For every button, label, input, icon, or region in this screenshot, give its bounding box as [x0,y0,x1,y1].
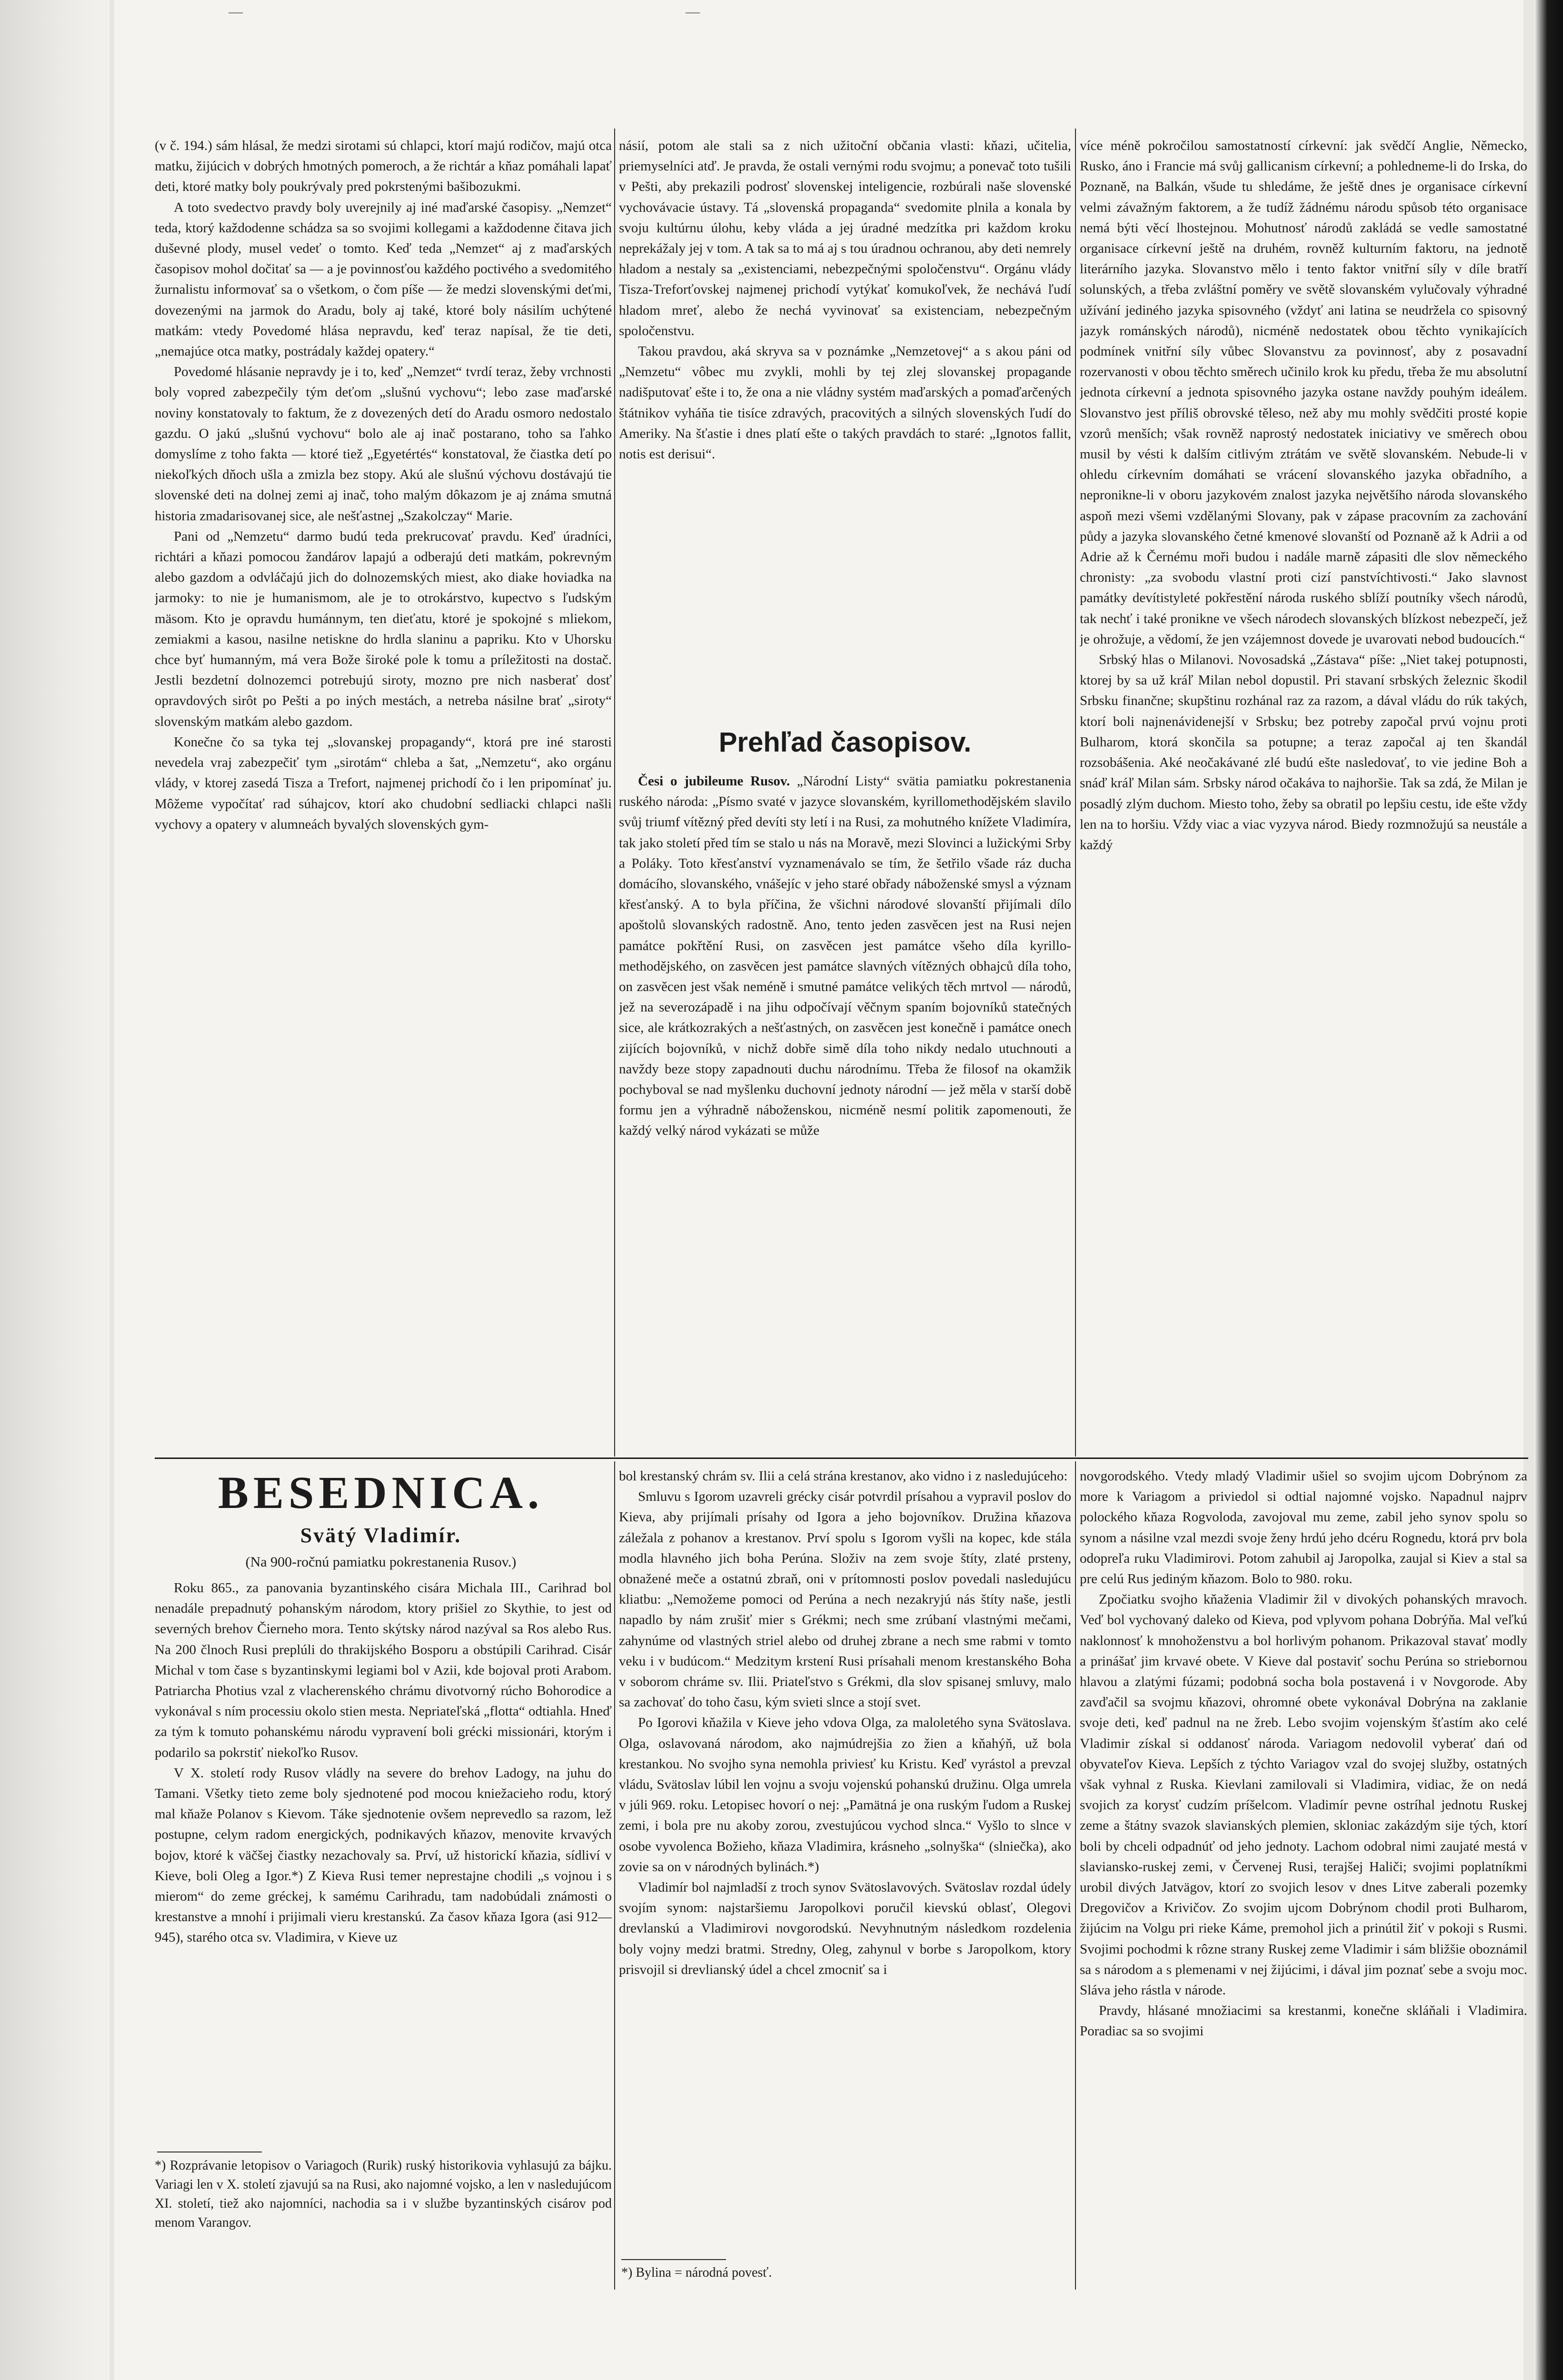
bottom-column-1 [155,1578,612,2149]
paragraph: více méně pokročilou samostatností církevní: jak svědčí Anglie, Německo, Rusko, áno i Francie má svůj gallicanism církevní; a pohledneme-li do Irska, do Poznaně, na Balkán, všude tu shledáme, že ještě dnes je organisace církevní velmi závažným faktorem, a že tudíž žádnému národu spůsob této organisace nemá býti věcí lhostejnou. Mohutnosť národů zakládá se vedle samostatné organisace církevní ještě na druhém, rovněž kulturním faktoru, na jednotě literárního jazyka. Slovanstvo mělo i tento faktor vnitřní síly v díle bratří solunských, a třeba zvláštní poměry ve světě slovanském vylučovaly výhradné užívání jediného jazyka spisovného (vždyť ani latina se neudržela co spisovný jazyk románských národů), nicméně nedostatek obou těchto vynikajících podmínek vnitřní síly vůbec Slovanstvu za povinnosť, aby z posavadní rozervanosti v obou těchto směrech učinilo krok ku předu, třeba že mu absolutní jednota církevní a jednota spisovného jazyka ostane navždy pouhým ideálem. Slovanstvo jest příliš obrovské těleso, než aby mu mohly svědčiti prosté kopie vzorů menších; však rovněž naprostý nedostatek iniciativy ve směrech obou musil by vésti k dalším citlivým ztrátám ve světě slovanském. Nebude-li v ohledu církevním domáhati se vrácení slovanského jazyka obřadního, a nepronikne-li v oboru jazykovém znalost jazyka největšího národa slovanského aspoň mezi všemi vzdělanými Slovany, pak v zápase pracovním za zachování půdy a jazyka slovanského četné kmenové slovanští od Poznaně až k Adrii a od Adrie až k Černému moři budou i nadále marně zápasiti dle slov německého chronisty: „za svobodu vlastní proti cizí panstvíchtivosti.“ Jakо slavnost památky devítistyleté pokřestění národa ruského sblíží poutníky všech národů, tak nechť i také proniknе ve všech národech slovanských blízkost nebezpečí, jež je ohrožuje, a vědomí, že jen vzájemnost dovede je uvarovati nebod budoucích.“ [1080,138,1527,647]
paragraph: V X. století rody Rusov vládly na severe do brehov Ladogy, na juhu do Tamani. Všetky tieto zeme boly sjednotené pod mocou kniežacieho rodu, ktorý mal kňaže Polanov s Kievom. Táke sjednotenie ovšem neprevedlo sa razom, lež postupne, celym radom energických, podnikavých kňazov, menovite krvavých bojov, ktoré k väčšej čiastky nezachovaly sa. Prví, už historickí kňazia, sídliví v Kieve, boli Oleg a Igor.*) Z Kieva Rusi temer neprestajne chodili „s vojnou i s mierom“ do zeme gréckej, k samému Carihradu, tam nadobúdali známosti o krestanstve a mnohí i prijimali vieru krestanskú. Za časov kňaza Igora (asi 912—945), starého otca sv. Vladimira, v Kieve uz [155,1765,612,1945]
paragraph: bol krestanský chrám sv. Ilii a celá strána krestanov, ako vidno i z nasledujúceho: [619,1468,1068,1484]
article-lead: Česi o jubileume Rusov. [638,774,790,789]
top-column-3 [1080,136,1527,1454]
section-heading-prehlad: Prehľad časopisov. [718,727,972,758]
paragraph: násií, potom ale stali sa z nich užitoční občania vlasti: kňazi, učitelia, priemyselníci atď. Je pravda, že ostali vernými rodu svojmu; a ponevač toto tušili v Pešti, aby prekazili podrosť slovenskej inteligencie, rozbúrali naše slovenské vychovávacie ústavy. Tá „slovenská propaganda“ svedomite plnila a konala by svoju kultúrnu úlohu, keby vláda a jej úradné medzítka pri každom kroku neprekážaly jej v tom. A tak sa to má aj s tou úradnou ochranou, aby deti nemrely hladom a nestaly sa „existenciami, nebezpečnými spoločenstvu“. Orgánu vlády Tisza-Treforťovskej najmenej prichodí vytýkať komukoľvek, že nechává ľudí hladom mreť, alebo že nechá vyvinovať sa existenciam, nebezpečným spoločenstvu. [619,138,1071,338]
bottom-column-3 [1080,1466,1527,2290]
top-column-1 [155,136,612,1454]
paragraph: (v č. 194.) sám hlásal, že medzi sirotami sú chlapci, ktorí majú rodičov, majú otca matku, žijúcich v dobrých hmotných pomeroch, a že richtár a kňaz pomáhali lapať deti, ktoré matky boly poukrývaly pred pokrstenými bašibozukmi. [155,138,612,195]
paragraph: Smluvu s Igorom uzavreli grécky cisár potvrdil prísahou a vypravil poslov do Kieva, aby prijímali prísahy od Igora a jeho bojovníkov. Družina kňazova záležala z pohanov a krestanov. Prví spolu s Igorom vyšli na kopec, kde stála modla hlavného jich boha Perúna. Složiv na zem svoje štíty, zlaté prsteny, obnažené meče a ostatnú zbraň, oni v prítomnosti poslov povedali nasledujúcu kliatbu: „Nemožeme pomoci od Perúna a nech nezakryjú nás štíty naše, jestli napadlo by nám zrušiť mier s Grékmi; nech sme zrúbaní vlastnými mečami, zahynúme od vlastných striel alebo od druhej zbrane a nech sme rabmi v tomto veku i v budúcom.“ Medzitym krstení Rusi prísahali menom krestanského Boha v soborom chráme sv. Ilii. Priateľstvo s Grékmi, dla slov spisanej smluvy, malo sa zachovať do toho času, kým svieti slnce a stojí svet. [619,1489,1071,1710]
scan-margin-right [1534,0,1563,2380]
paragraph: Konečne čo sa tyka tej „slovanskej propagandy“, ktorá pre iné starosti nevedela vraj zabezpečiť tym „sirotám“ chleba a šat, „Nemzetu“, ako orgánu vlády, v ktorej zasedá Tisza a Trefort, najmenej prichodí čo i len pripomínať ju. Môžeme vypočítať rad súhajcov, ktorí ako chudobní sedliacki chlapci našli vychovy a opatery v alumneách byvalých slovenských gym- [155,734,612,832]
paragraph: Pani od „Nemzetu“ darmo budú teda prekrucovať pravdu. Keď úradníci, richtári a kňazi pomocou žandárov lapajú a odberajú deti matkám, pokrevným alebo gazdom a odvláčajú jich do dolnozemských miest, ako diake hoviadka na jarmoky: to nie je humanismom, ale je to otrokárstvo, kupectvo s ľudským mäsom. Kto je opravdu humánnym, ten dieťatu, ktoré je spokojné s mliekom, zemiakmi a kasou, nasilne netiskne do hrdla slaninu a papriku. Kto v Uhorsku chce byť humanným, má vera Bože široké pole k tomu a príležitosti na dostač. Jestli bezdetní dolnozemci potrebujú siroty, mozno pre nich nasberať dosť opravdových sirôt po Pešti a po iných mestách, a netreba násilne brať „siroty“ slovenským matkám alebo gazdom. [155,528,612,729]
paragraph: Povedomé hlásanie nepravdy je i to, keď „Nemzet“ tvrdí teraz, žeby vrchnosti boly vopred zabezpečily tým deťom „slušnú vychovu“; lebo zase maďarské noviny konstatovaly to faktum, že z dovezených detí do Aradu osmoro nedostalo gazdu. O jakú „slušnú vychovu“ bolo ale aj inač postarano, toho sa ľahko domyslíme z toho fakta — ktoré tiež „Egyetértés“ konstatoval, že čiastka detí po niekoľkých dňoch ušla a zmizla bez stopy. Akú ale slušnú výchovu dostávajú tie slovenské deti na dolnej zemi aj inač, toho malým dôkazom je aj známa smutná historia zmadarisovanej sice, ale nešťastnej „Szakolczay“ Marie. [155,364,612,524]
column-rule [614,129,615,1457]
paragraph: „Národní Listy“ svätia pamiatku pokrestanenia ruského národa: „Písmo svaté v jazyce slovanském, kyrillomethodějském slavilo svůj triumf vítězný před devíti sty letí i na Rusi, za mohutného knížete Vladimíra, tak jako století před tím se stalo u nás na Moravě, mezi Slovinci a lužickými Srby a Poláky. Toto křesťanství vyznamenávalo se tím, že šetřilo všade ráz ducha domácího, slovanského, vnášejíc v jeho staré obřady náboženské smysl a význam křesťanský. A to byla příčina, že všichni národové slovanští přijímali dílo apoštolů slovanských radostně. Ano, tento jeden zasvěcen jest na Rusi nejen památce pokřtění Rusi, on zasvěcen jest památce všeho díla kyrillo-methodějského, on zasvěcen jest památce slavných vítězných obhajců díla toho, on zasvěcen jest však neméně i smutné památce velikých těch mrtvol — národů, jež na severozápadě i na jihu odpočívají věčnym spaním bojovníků statečných sice, ale krátkozrakých a nešťastných, on zasvěcen jest konečně i památce onech zijících bojovníků, v nichž dobře simě díla toho nikdy nedalo utuchnouti a navždy beze stopy zapadnouti duchu národnímu. Třeba že filosof na okamžik pochyboval se nad myšlenku duchovní jednoty národní — jež měla v starší době formu jen a výhradně náboženskou, nicméně nesmí politik zapomenouti, že každý velký národ vykázati se může [619,774,1071,1139]
section-divider [155,1458,1528,1459]
paragraph: Po Igorovi kňažila v Kieve jeho vdova Olga, za maloletého syna Svätoslava. Olga, oslavovaná národom, ako najmúdrejšia zo žien a kňahýň, už bola krestankou. No svojho syna nemohla priviesť ku Kristu. Keď vyrástol a prevzal vládu, Svätoslav lúbil len vojnu a svoju vojenskú pohanskú družinu. Olga umrela v júli 969. roku. Letopisec hovorí o nej: „Pamätná je ona ruským ľudom a Ruskej zemi, i bola pre nu akoby zorou, zvestujúcou vychod slnca.“ Vyšlo to slnce v osobe vyvolenca Božieho, kňaza Vladimira, krásneho „solnyška“ (slniečka), ako zovie sa on v národných bylinách.*) [619,1715,1071,1874]
paragraph: Pravdy, hlásané množiacimi sa krestanmi, konečne skláňali i Vladimira. Poradiac sa so svojimi [1080,2003,1527,2039]
paragraph: Srbský hlas o Milanovi. Novosadská „Zástava“ píše: „Niet takej potupnosti, ktorej by sa už kráľ Milan nebol dopustil. Pri stavaní srbských železnic škodil Srbsku finančne; skupštinu rozhánal raz za razom, a dával vládu do rúk takých, ktorí boli najnenávidenejší v Srbsku; bez potreby započal prvú vojnu proti Bulharom, ktorá skončila sa potupne; a teraz započal aj ten škandál rozsobášenia. Aké neočakávané zlé budú ešte nasledovať, to vie jedine Boh a snáď kráľ Milan sám. Srbsky národ očakáva to najhoršie. Tak sa zdá, že Milan je posadlý zlým duchom. Miesto toho, žeby sa obratil po lepšiu cestu, ide ešte vždy len na to horšiu. Vždy viac a viac vyzyva národ. Biedy rozmnožujú sa neustále a každý [1080,652,1527,853]
footnote-2: *) Bylina = národná povesť. [621,2265,772,2280]
scan-margin-left [0,0,110,2380]
paragraph: Vladimír bol najmladší z troch synov Svätoslavových. Svätoslav rozdal údely svojím synom: najstaršiemu Jaropolkovi poručil kievskú oblasť, Olegovi drevlanskú a Vladimirovi novgorodskú. Nevyhnutným následkom rozdelenia boly vojny medzi bratmi. Stredny, Oleg, zahynul v borbe s Jaropolkom, ktory prisvojil si drevlianský údel a chcel zmocniť sa i [619,1880,1071,1977]
column-rule [1075,129,1076,1457]
paragraph: Zpočiatku svojho kňaženia Vladimir žil v divokých pohanských mravoch. Veď bol vychovaný daleko od Kieva, pod vplyvom pohana Dobrýňa. Mal veľkú naklonnosť k mnohoženstvu a bol horlivým pohanom. Prikazoval stavať modly a prinášať jim krvavé obete. V Kieve dal postaviť sochu Perúna so striebornou hlavou a zlatými fúzami; podobná socha bola postavená i v Novgorode. Aby zavďačil sa svojmu kňazovi, ohromné obete vykonával Dobrýna na zaklanie svoje deti, keď padnul na ne žreb. Lebo svojim vojenským šťastím ako celé Vladimir získal si oddanosť národa. Variagom nedovolil vyberať dań od obyvateľov Kieva. Lepších z týchto Variagov vzal do svojej služby, ostatných však vyhnal z Ruska. Kievlani zamilovali si Vladimira, vidiac, že on nedá svojich za korysť cudzím príšelcom. Vladimír pevne ostríhal jednotu Ruskej zeme a štátny svazok slavianských plemien, skloniac zakázdým sije tých, ktorí boli by chceli odpadnúť od jeho jednoty. Lachom odobral nimi zaujaté mestá v slavianskо-ruskej zemi, v Červenej Rusi, terajšej Haliči; svojimi poplatníkmi urobil divých Jatvägov, ktorí zo svojich lesov v dnes Litve zaberali pozemky Dregovičov a Krivičov. Zo svojim ujcom Dobrýnom chodil proti Bulharom, žijúcim na Volgu pri rieke Káme, premohol jich a prinútil žiť v pokoji s Rusmi. Svojimi pochodmi k rôzne strany Ruskej zeme Vladimir i sám bližšie oboznámil sa s národom a s plemenami v nej žijúcimi, i dával jim poznať sebe a svoju moc. Sláva jeho rástla v národe. [1080,1592,1527,1998]
paragraph: Roku 865., za panovania byzantinského cisára Michala III., Carihrad bol nenadále prepadnutý pohanským národom, ktory prišiel zo Skythie, to jest od severných brehov Čierneho mora. Tento skýtsky národ nazýval sa Ros alebo Rus. Na 200 člnoch Rusi preplúli do thrakijského Bosporu a obstúpili Carihrad. Cisár Michal v tom čase s byzantinskymi legiami bol v Azii, kde bojoval proti Arabom. Patriarcha Photius vzal z vlacherenského chrámu divotvorný rúcho Bohorodice a vykonával s ním processiu okolo stien mesta. Nepriateľská „flotta“ odtiahla. Hneď za tým k tomuto pohanskému národu vypravení boli grécki missionári, ktorým i podarilo sa pokrstiť niekoľko Rusov. [155,1580,612,1760]
scan-mark: — [229,4,243,20]
scan-mark: — [686,4,700,20]
besednica-subsubtitle: (Na 900-ročnú pamiatku pokrestanenia Rusov.) [245,1554,517,1570]
besednica-title: BESEDNICA. [218,1467,544,1518]
paragraph: A toto svedectvo pravdy boly uverejnily aj iné maďarské časopisy. „Nemzet“ teda, ktorý každodenne schádza sa so svojimi kollegami a každodenne čitava jich duševné plody, musel vedeť o tomto. Keď teda „Nemzet“ aj z maďarských časopisov mohol dočitať sa — a je povinnosťou každého poctivého a svedomitého žurnalistu informovať sa o všetkom, o čom píše — že medzi slovenskými deťmi, dovezenými na jarmok do Aradu, boly aj také, ktoré boly násilím uchýtené matkám: vtedy Povedomé hlása nepravdu, keď teraz napísal, že tie deti, „nemajúce otca matky, postrádaly každej opatery.“ [155,199,612,359]
column-rule [614,1461,615,2290]
bottom-column-2 [619,1466,1071,2256]
prehlad-heading-box [619,724,1071,766]
top-column-2 [619,136,1071,697]
column-rule [1075,1461,1076,2290]
besednica-subtitle: Svätý Vladimír. [300,1524,462,1547]
paragraph: Takou pravdou, aká skryva sa v poznámke „Nemzetovej“ a s akou páni od „Nemzetu“ vôbec mu zvykli, mohli by tej zlej slovanskej propagande nadišputovať ešte i to, že ona a nie vládny systém maďarských a pomaďarčených štátnikov vyháňa tie tisíce zdravých, pracovitých a silných slovenských ľudí do Ameriky. Na šťastie i dnes platí ešte o takých pravdách to staré: „Ignotos fallit, notis est derisui“. [619,344,1071,462]
paragraph: novgorodského. Vtedy mladý Vladimir ušiel so svojim ujcom Dobrýnom za more k Variagom a priviedol si odtial najomné vojsko. Napadnul najprv polockého kňaza Rogvoloda, zavojoval mu zeme, zabil jeho synov spolu so synom a násilne vzal mezdi svoje ženy hrdú jeho dcéru Rognedu, ktorá prv bola odopreľa ruku Vladimirovi. Potom zahubil aj Jaropolka, zaujal si Kiev a stal sa pre celú Rus jediným kňazom. Bolo to 980. roku. [1080,1468,1527,1587]
footnote-1: *) Rozprávanie letopisov o Variagoch (Rurik) ruský historikovia vyhlasujú za bájku. Variagi len v X. století zjavujú sa na Rusi, ako najomné vojsko, a len v nasledujúcom XI. století, tiež ako najomníci, nachodia sa i v službe byzantinských cisárov pod menom Varangov. [155,2158,612,2230]
prehlad-column-2 [619,771,1071,1454]
footnote-rule [621,2259,726,2260]
